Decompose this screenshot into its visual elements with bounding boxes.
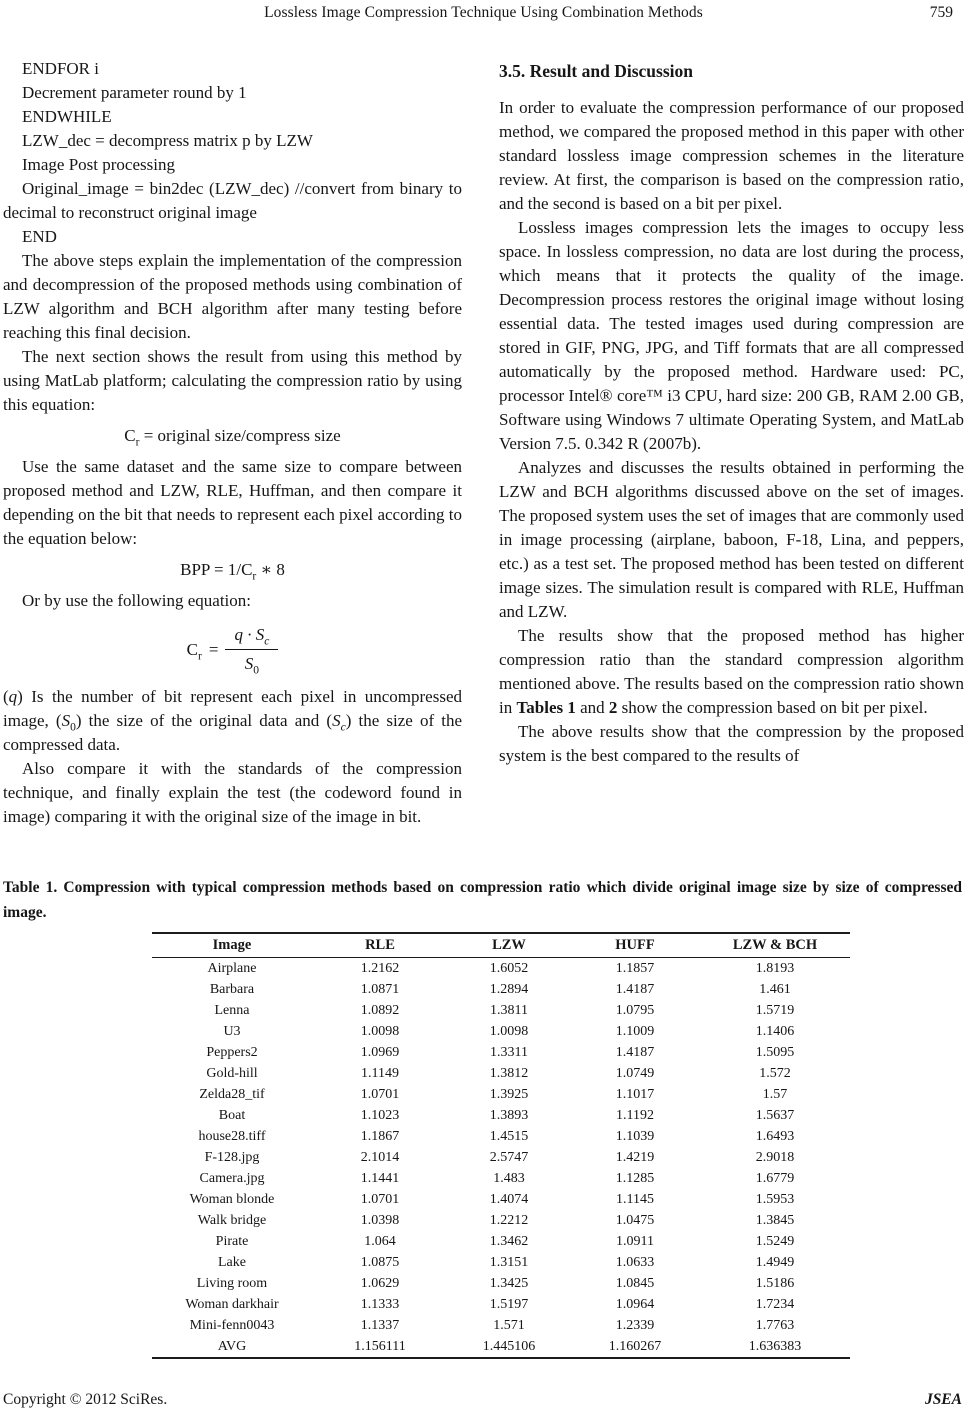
text-segment: ) the size of the compressed data. bbox=[3, 711, 462, 754]
table-row bbox=[152, 1042, 850, 1063]
text-segment: 0 bbox=[70, 720, 76, 734]
paragraph: Lossless images compression lets the images to occupy less space. In lossless compression, no data are lost during the process, which means that it protects the quality of the image. Decompression process restores the original image without losing essential data. The tested images used during compression are stored in GIF, PNG, JPG, and Tiff formats that are all compressed automatically by the proposed method. Hardware used: PC, processor Intel® core™ i3 CPU, hard size: 200 GB, RAM 2.00 GB, Software using Windows 7 ultimate Operating System, and MatLab Version 7.5. 0.342 R (2007b). bbox=[499, 218, 964, 453]
table-row bbox=[152, 1252, 850, 1273]
table-cell: 1.1023 bbox=[360, 1107, 400, 1123]
table-cell: 1.5637 bbox=[755, 1107, 795, 1123]
table-cell: 1.3812 bbox=[489, 1065, 529, 1081]
text-segment: S bbox=[332, 711, 341, 730]
table-row bbox=[152, 1294, 850, 1315]
paragraph bbox=[499, 624, 964, 720]
table-cell: 1.2339 bbox=[615, 1317, 655, 1333]
equation-bpp bbox=[3, 558, 462, 582]
table-body bbox=[152, 958, 850, 1359]
table-cell: 1.6493 bbox=[755, 1128, 795, 1144]
equation-subscript: r bbox=[135, 435, 140, 449]
table-cell: 1.445106 bbox=[482, 1338, 536, 1354]
code-line: Original_image = bin2dec (LZW_dec) //convert from binary to decimal to reconstruct original image bbox=[3, 179, 462, 222]
fraction-numerator bbox=[225, 623, 278, 650]
table-cell: 1.160267 bbox=[608, 1338, 662, 1354]
table-row bbox=[152, 1315, 850, 1336]
table-cell: 1.6779 bbox=[755, 1170, 795, 1186]
table-cell: 1.7763 bbox=[755, 1317, 795, 1333]
table-row bbox=[152, 1063, 850, 1084]
table-reference: 2 bbox=[608, 698, 618, 717]
equation-text: C bbox=[186, 639, 198, 659]
equation-lhs bbox=[187, 638, 202, 662]
text-segment: ) the size of the original data and ( bbox=[75, 711, 333, 730]
paragraph bbox=[3, 685, 462, 757]
table-row bbox=[152, 1189, 850, 1210]
table-1 bbox=[152, 932, 850, 1359]
copyright-text: Copyright © 2012 SciRes. bbox=[3, 1391, 168, 1408]
paragraph: The above steps explain the implementation of the compression and decompression of the proposed methods using combination of LZW algorithm and BCH algorithm after many testing before reaching this final decision. bbox=[3, 251, 462, 342]
table-cell: 1.0475 bbox=[615, 1212, 655, 1228]
equation-text: ∗ 8 bbox=[256, 560, 285, 579]
table-cell: 1.3811 bbox=[490, 1002, 528, 1018]
paragraph: The above results show that the compression by the proposed system is the best compared to the results of bbox=[499, 722, 964, 765]
table-row bbox=[152, 1273, 850, 1294]
table-cell: 1.8193 bbox=[755, 960, 795, 976]
running-title: Lossless Image Compression Technique Using Combination Methods bbox=[264, 4, 703, 21]
right-column bbox=[499, 57, 964, 829]
table-cell: 1.5186 bbox=[755, 1275, 795, 1291]
table-cell: Mini-fenn0043 bbox=[189, 1317, 275, 1333]
paragraph: The next section shows the result from using this method by using MatLab platform; calculating the compression ratio by using this equation: bbox=[3, 347, 462, 414]
table-cell: 1.1867 bbox=[360, 1128, 400, 1144]
page-footer bbox=[3, 1391, 962, 1409]
table-caption: Table 1. Compression with typical compression methods based on compression ratio which divide original image size by size of compressed image. bbox=[3, 879, 962, 921]
table-cell: 1.0964 bbox=[615, 1296, 655, 1312]
table-row bbox=[152, 1231, 850, 1252]
table-cell: 1.571 bbox=[493, 1317, 525, 1333]
table-cell: 1.461 bbox=[759, 981, 791, 997]
table-row bbox=[152, 1336, 850, 1358]
table-cell: 1.0875 bbox=[360, 1254, 400, 1270]
table-cell: 2.5747 bbox=[489, 1149, 529, 1165]
text-segment: and bbox=[575, 698, 609, 717]
column-header: LZW bbox=[492, 937, 526, 953]
fraction-denominator bbox=[245, 650, 259, 676]
table-cell: 1.0871 bbox=[360, 981, 400, 997]
running-header bbox=[0, 4, 967, 26]
table-cell: 1.4074 bbox=[489, 1191, 529, 1207]
table-cell: 1.572 bbox=[759, 1065, 791, 1081]
table-row bbox=[152, 1168, 850, 1189]
equation-subscript: 0 bbox=[253, 663, 260, 677]
table-cell: U3 bbox=[223, 1023, 241, 1039]
table-cell: Boat bbox=[218, 1107, 246, 1123]
pseudocode-block bbox=[3, 57, 462, 249]
table-cell: 1.636383 bbox=[748, 1338, 802, 1354]
table-cell: 1.4515 bbox=[489, 1128, 529, 1144]
table-cell: 1.1145 bbox=[616, 1191, 654, 1207]
table-cell: 1.0795 bbox=[615, 1002, 655, 1018]
text-segment: ) Is the number of bit represent each pixel in uncompressed image, ( bbox=[3, 687, 462, 730]
table-cell: 1.4219 bbox=[615, 1149, 655, 1165]
equation-text: = original size/compress size bbox=[139, 426, 341, 445]
table-cell: Barbara bbox=[209, 981, 255, 997]
code-line: END bbox=[22, 227, 57, 246]
table-cell: Woman darkhair bbox=[185, 1296, 279, 1312]
table-cell: 1.57 bbox=[762, 1086, 788, 1102]
table-cell: 1.1017 bbox=[615, 1086, 655, 1102]
table-cell: 1.0629 bbox=[360, 1275, 400, 1291]
table-row bbox=[152, 1000, 850, 1021]
code-line: Decrement parameter round by 1 bbox=[22, 83, 247, 102]
table-cell: 1.6052 bbox=[489, 960, 529, 976]
column-header: Image bbox=[212, 937, 252, 953]
table-cell: 1.5095 bbox=[755, 1044, 795, 1060]
equation-subscript: r bbox=[198, 648, 202, 662]
table-cell: 1.0398 bbox=[360, 1212, 400, 1228]
table-cell: 1.0098 bbox=[489, 1023, 529, 1039]
code-line: Image Post processing bbox=[22, 155, 175, 174]
table-cell: 1.3845 bbox=[755, 1212, 795, 1228]
table-cell: 1.1441 bbox=[360, 1170, 400, 1186]
table-row bbox=[152, 1021, 850, 1042]
table-cell: 1.5249 bbox=[755, 1233, 795, 1249]
table-cell: 1.2162 bbox=[360, 960, 400, 976]
text-segment: show the compression based on bit per pixel. bbox=[617, 698, 928, 717]
table-cell: 1.5197 bbox=[489, 1296, 529, 1312]
table-cell: 1.1285 bbox=[615, 1170, 655, 1186]
table-cell: 1.0845 bbox=[615, 1275, 655, 1291]
paragraph: In order to evaluate the compression performance of our proposed method, we compared the proposed method in this paper with other standard lossless image compression schemes in the literature review. At first, the comparison is based on the compression ratio, and the second is based on a bit per pixel. bbox=[499, 98, 964, 213]
column-header: LZW & BCH bbox=[732, 937, 818, 953]
table-cell: 1.3893 bbox=[489, 1107, 529, 1123]
table-cell: 1.1333 bbox=[360, 1296, 400, 1312]
table-cell: 1.3462 bbox=[489, 1233, 529, 1249]
equation-cr-fraction bbox=[3, 623, 462, 676]
table-cell: F-128.jpg bbox=[204, 1149, 260, 1165]
table-row bbox=[152, 958, 850, 980]
paragraph: Or by use the following equation: bbox=[22, 591, 251, 610]
table-cell: 1.0969 bbox=[360, 1044, 400, 1060]
equation-text: S bbox=[244, 654, 254, 673]
equation-subscript: c bbox=[264, 634, 270, 648]
code-line: LZW_dec = decompress matrix p by LZW bbox=[22, 131, 313, 150]
table-cell: Lake bbox=[218, 1254, 246, 1270]
table-reference: Tables 1 bbox=[516, 698, 576, 717]
code-line: ENDWHILE bbox=[22, 107, 112, 126]
table-cell: 2.9018 bbox=[755, 1149, 795, 1165]
table-cell: 1.3151 bbox=[489, 1254, 529, 1270]
table-cell: 1.064 bbox=[364, 1233, 396, 1249]
table-cell: 1.0701 bbox=[360, 1191, 400, 1207]
column-header: HUFF bbox=[615, 937, 655, 953]
table-cell: 1.5953 bbox=[755, 1191, 795, 1207]
text-segment: The results show that the proposed method has higher compression ratio than the standard compression algorithm mentioned above. The results based on the compression ratio shown in bbox=[499, 626, 964, 717]
table-cell: 1.0911 bbox=[616, 1233, 654, 1249]
paragraph: Analyzes and discusses the results obtained in performing the LZW and BCH algorithms discussed above on the set of images. The proposed system uses the set of images that are commonly used in image processing (airplane, baboon, F-18, Lina, and peppers, etc.) as a test set. The proposed method has been tested on different image sizes. The simulation result is compared with RLE, Huffman and LZW. bbox=[499, 458, 964, 621]
code-line: ENDFOR i bbox=[22, 59, 99, 78]
equation-text: BPP = 1/C bbox=[180, 560, 253, 579]
equals-sign: = bbox=[208, 639, 219, 659]
table-cell: Gold-hill bbox=[206, 1065, 258, 1081]
table-cell: 1.0701 bbox=[360, 1086, 400, 1102]
table-cell: Peppers2 bbox=[206, 1044, 258, 1060]
equation-text: q · S bbox=[234, 625, 265, 644]
table-cell: 1.0749 bbox=[615, 1065, 655, 1081]
table-row bbox=[152, 1084, 850, 1105]
table-cell: 1.483 bbox=[493, 1170, 525, 1186]
table-cell: 1.1039 bbox=[615, 1128, 655, 1144]
table-cell: Lenna bbox=[214, 1002, 250, 1018]
table-row bbox=[152, 1126, 850, 1147]
table-cell: 1.4187 bbox=[615, 1044, 655, 1060]
table-cell: 1.0892 bbox=[360, 1002, 400, 1018]
table-cell: 1.1192 bbox=[616, 1107, 654, 1123]
table-cell: Woman blonde bbox=[189, 1191, 275, 1207]
table-row bbox=[152, 1210, 850, 1231]
table-cell: 1.2212 bbox=[489, 1212, 529, 1228]
table-cell: 1.2894 bbox=[489, 981, 529, 997]
table-cell: 1.1406 bbox=[755, 1023, 795, 1039]
two-column-body bbox=[3, 57, 964, 829]
paragraph: Use the same dataset and the same size to compare between proposed method and LZW, RLE, Huffman, and then compare it depending on the bit that needs to represent each pixel according to the equation below: bbox=[3, 457, 462, 548]
table-cell: 1.1337 bbox=[360, 1317, 400, 1333]
journal-abbreviation: JSEA bbox=[924, 1391, 962, 1408]
table-row bbox=[152, 1147, 850, 1168]
paragraph: Also compare it with the standards of the compression technique, and finally explain the test (the codeword found in image) comparing it with the original size of the image in bit. bbox=[3, 759, 462, 826]
table-cell: 1.1857 bbox=[615, 960, 655, 976]
table-cell: Camera.jpg bbox=[199, 1170, 265, 1186]
fraction bbox=[225, 623, 278, 676]
table-cell: 1.0633 bbox=[615, 1254, 655, 1270]
table-cell: 1.3425 bbox=[489, 1275, 529, 1291]
table-cell: 1.156111 bbox=[354, 1338, 406, 1354]
equation-text: C bbox=[124, 426, 136, 445]
page-number: 759 bbox=[929, 4, 953, 21]
table-cell: Living room bbox=[196, 1275, 268, 1291]
column-header: RLE bbox=[365, 937, 395, 953]
table-row bbox=[152, 979, 850, 1000]
text-segment: S bbox=[61, 711, 71, 730]
text-segment: q bbox=[8, 687, 18, 706]
equation-compression-ratio bbox=[3, 424, 462, 448]
table-cell: 1.1009 bbox=[615, 1023, 655, 1039]
table-cell: 1.1149 bbox=[361, 1065, 399, 1081]
table-cell: Walk bridge bbox=[197, 1212, 267, 1228]
table-cell: Zelda28_tif bbox=[199, 1086, 265, 1102]
table-cell: house28.tiff bbox=[198, 1128, 266, 1144]
table-cell: 1.7234 bbox=[755, 1296, 795, 1312]
table-header-row bbox=[152, 933, 850, 958]
table-cell: 1.5719 bbox=[755, 1002, 795, 1018]
section-heading: 3.5. Result and Discussion bbox=[499, 61, 694, 81]
table-cell: Pirate bbox=[215, 1233, 249, 1249]
table-cell: 1.0098 bbox=[360, 1023, 400, 1039]
table-cell: 2.1014 bbox=[360, 1149, 400, 1165]
table-cell: 1.3311 bbox=[490, 1044, 528, 1060]
table-cell: 1.4187 bbox=[615, 981, 655, 997]
text-segment: ( bbox=[3, 687, 9, 706]
table-cell: 1.3925 bbox=[489, 1086, 529, 1102]
text-segment: c bbox=[340, 720, 346, 734]
table-cell: Airplane bbox=[207, 960, 257, 976]
table-cell: AVG bbox=[217, 1338, 247, 1354]
left-column bbox=[3, 57, 462, 829]
table-row bbox=[152, 1105, 850, 1126]
equation-subscript: r bbox=[252, 569, 257, 583]
table-cell: 1.4949 bbox=[755, 1254, 795, 1270]
